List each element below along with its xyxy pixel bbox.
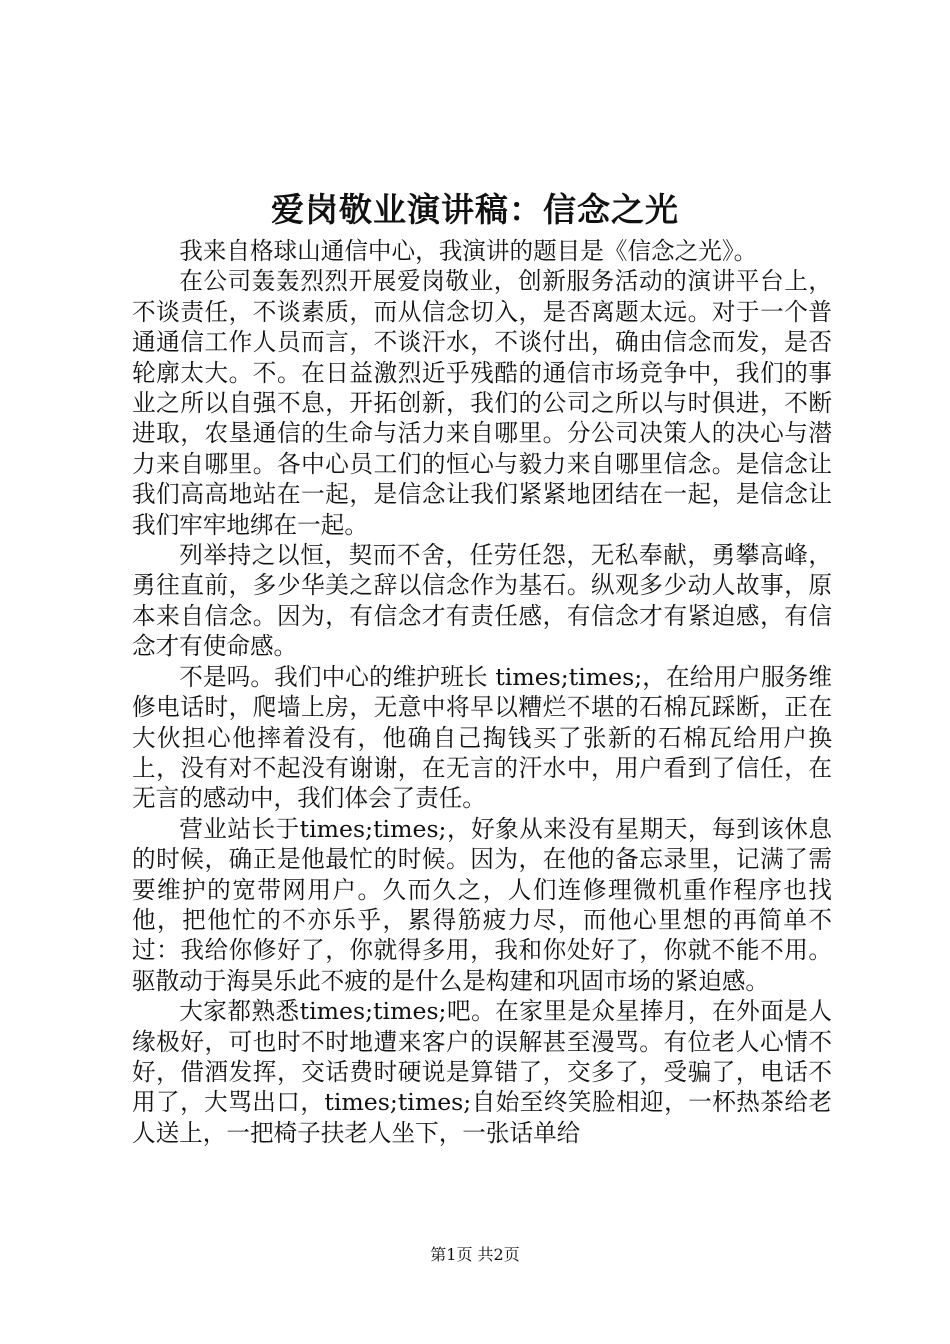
paragraph-virtues: 列举持之以恒，契而不舍，任劳任怨，无私奉献，勇攀高峰，勇往直前，多少华美之辞以信念作为基石。纵观多少动人故事，原本来自信念。因为，有信念才有责任感，有信念才有紧迫感，有信念才有使命感。 (132, 541, 832, 661)
document-body (132, 236, 832, 1148)
paragraph-customer-service: 大家都熟悉times;times;吧。在家里是众星捧月，在外面是人缘极好，可也时不时地遭来客户的误解甚至漫骂。有位老人心情不好，借酒发挥，交话费时硬说是算错了，交多了，受骗了，电话不用了，大骂出口，times;times;自始至终笑脸相迎，一杯热茶给老人送上，一把椅子扶老人坐下，一张话单给 (132, 997, 832, 1147)
paragraph-station-manager: 营业站长于times;times;，好象从来没有星期天，每到该休息的时候，确正是他最忙的时候。因为，在他的备忘录里，记满了需要维护的宽带网用户。久而久之，人们连修理微机重作程序也找他，把他忙的不亦乐乎，累得筋疲力尽，而他心里想的再简单不过：我给你修好了，你就得多用，我和你处好了，你就不能不用。驱散动于海昊乐此不疲的是什么是构建和巩固市场的紧迫感。 (132, 814, 832, 995)
paragraph-maintenance-leader: 不是吗。我们中心的维护班长 times;times;，在给用户服务维修电话时，爬墙上房，无意中将早以糟烂不堪的石棉瓦踩断，正在大伙担心他摔着没有，他确自己掏钱买了张新的石棉瓦给用户换上，没有对不起没有谢谢，在无言的汗水中，用户看到了信任，在无言的感动中，我们体会了责任。 (132, 662, 832, 813)
paragraph-belief: 在公司轰轰烈烈开展爱岗敬业，创新服务活动的演讲平台上，不谈责任，不谈素质，而从信念切入，是否离题太远。对于一个普通通信工作人员而言，不谈汗水，不谈付出，确由信念而发，是否轮廓太大。不。在日益激烈近乎残酷的通信市场竞争中，我们的事业之所以自强不息，开拓创新，我们的公司之所以与时俱进，不断进取，农垦通信的生命与活力来自哪里。分公司决策人的决心与潜力来自哪里。各中心员工们的恒心与毅力来自哪里信念。是信念让我们高高地站在一起，是信念让我们紧紧地团结在一起，是信念让我们牢牢地绑在一起。 (132, 267, 832, 539)
page-footer: 第1页 共2页 (430, 1245, 520, 1264)
document-title: 爱岗敬业演讲稿：信念之光 (271, 190, 679, 229)
paragraph-intro: 我来自格球山通信中心，我演讲的题目是《信念之光》。 (179, 237, 758, 265)
